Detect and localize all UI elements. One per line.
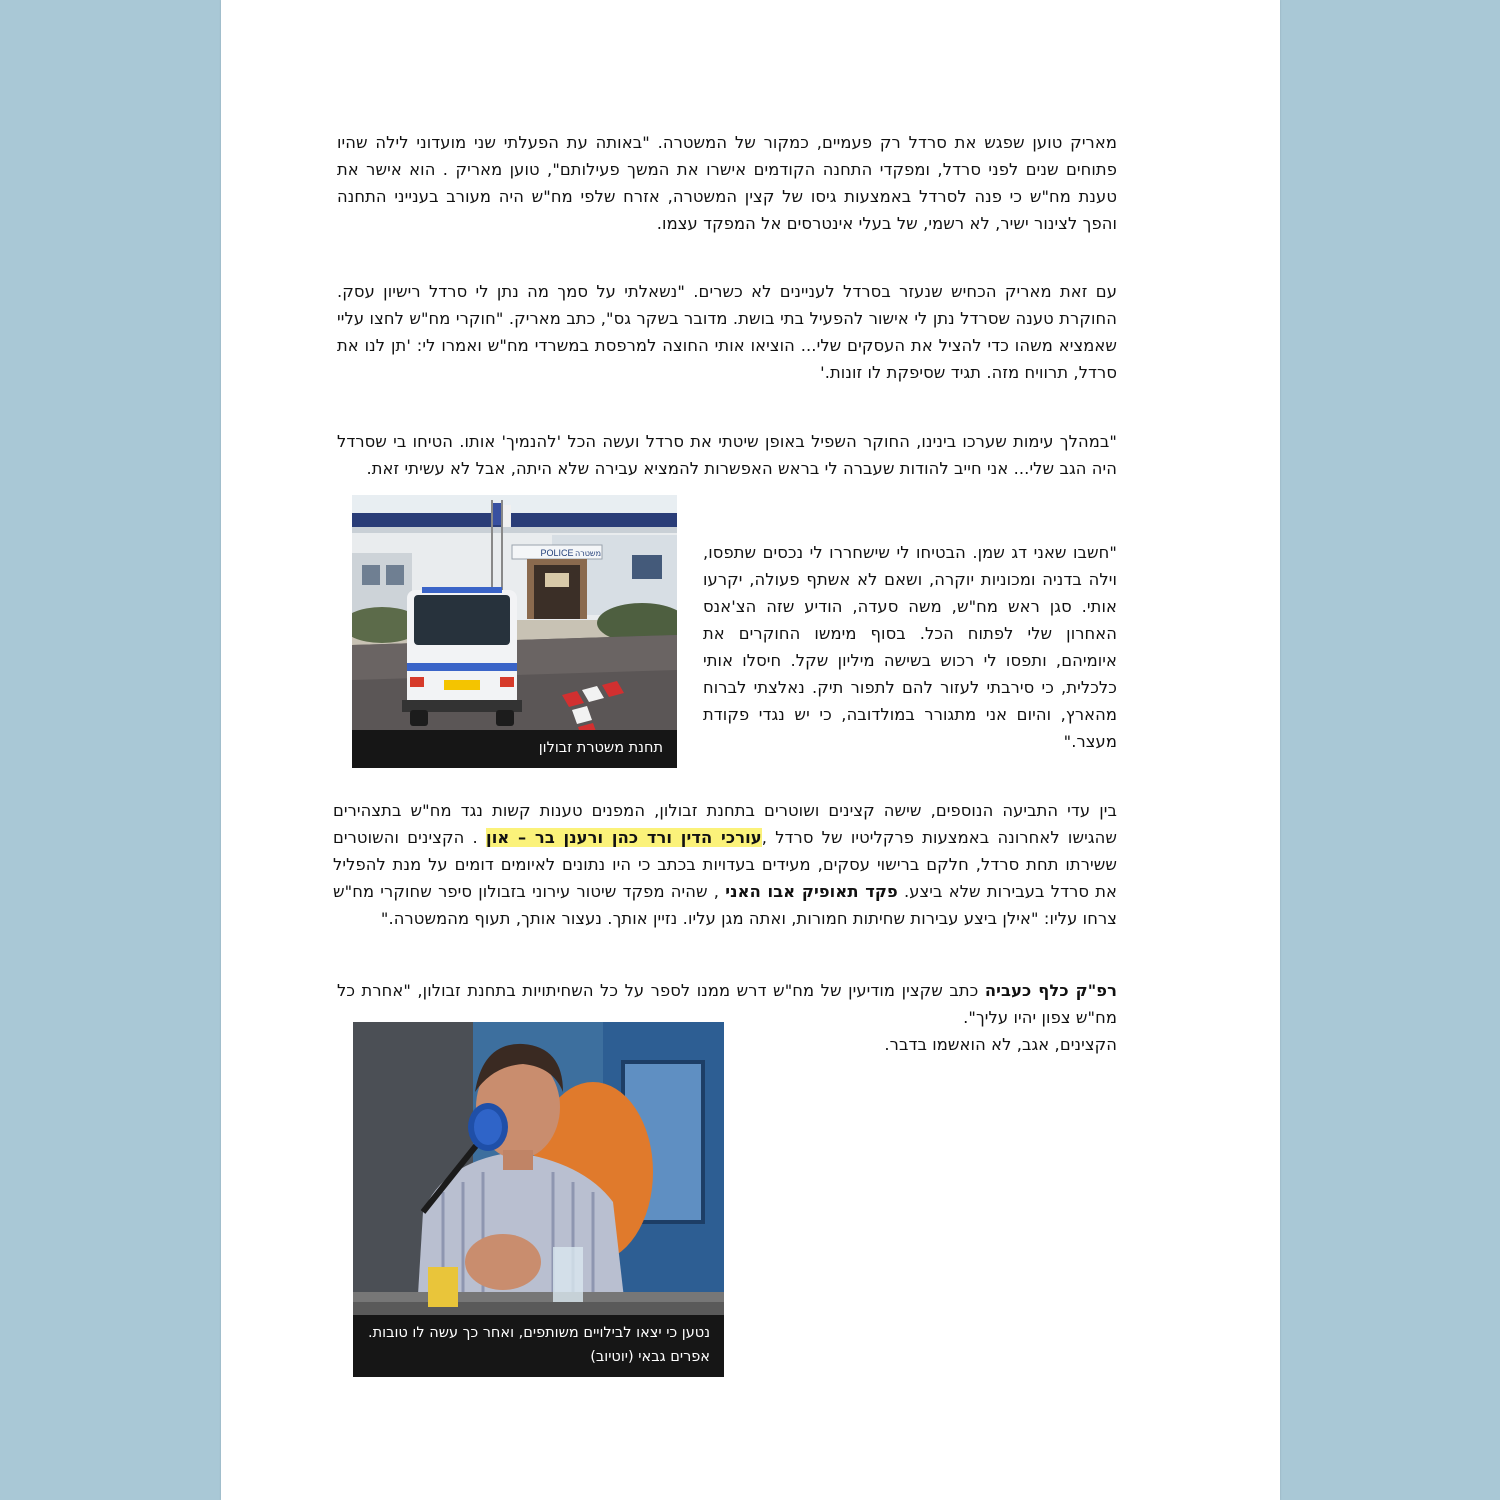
paragraph-1-text: מאריק טוען שפגש את סרדל רק פעמיים, כמקור של המשטרה. "באותה עת הפעלתי שני מועדוני לילה שהיו פתוחים שנים לפני סרדל, ומפקדי התחנה הקודמים אישרו את המשך פעילותם", טוען מאריק . הוא אישר את טענת מח"ש כי פנה לסרדל באמצעות גיסו של קצין המשטרה, אזרח שלפי מח"ש היה מעורב בענייני התחנה והפך לצינור ישיר, לא רשמי, של בעלי אינטרסים אל המפקד עצמו.	[337, 133, 1117, 233]
paragraph-5-text	[333, 797, 1117, 932]
document-page	[221, 0, 1280, 1500]
police-station-photo	[352, 495, 677, 768]
paragraph-6-body: כתב שקצין מודיעין של מח"ש דרש ממנו לספר על כל השחיתויות בתחנת זבולון, "אחרת כל מח"ש צפון יהיו עליך".	[337, 981, 1117, 1027]
paragraph-2	[337, 278, 1117, 386]
paragraph-4-text: "חשבו שאני דג שמן. הבטיחו לי שישחררו לי נכסים שתפסו, וילה בדניה ומכוניות יוקרה, ושאם לא אשתף פעולה, יקרעו אותי. סגן ראש מח"ש, משה סעדה, הודיע שזה הצ'אנס האחרון שלי לפתוח הכל. בסוף מימשו החוקרים את איומיהם, ותפסו לי רכוש בשישה מיליון שקל. חיסלו אותי כלכלית, כי סירבתי לעזור להם לתפור תיק. נאלצתי לברוח מהארץ, והיום אני מתגורר במולדובה, כי יש נגדי פקודת מעצר."	[703, 543, 1117, 751]
paragraph-1	[337, 129, 1117, 237]
police-station-image	[352, 495, 677, 768]
paragraph-2-text: עם זאת מאריק הכחיש שנעזר בסרדל לעניינים לא כשרים. "נשאלתי על סמך מה נתן לי סרדל רישיון עסק. החוקרת טענה שסרדל נתן לי אישור להפעיל בתי בושת. מדובר בשקר גס", כתב מאריק. "חוקרי מח"ש לחצו עליי שאמציא משהו כדי להציל את העסקים שלי... הוציאו אותי החוצה למרפסת במשרדי מח"ש ואמרו לי: 'תן לנו את סרדל, תרוויח מזה. תגיד שסיפקת לו זונות.'	[337, 282, 1117, 382]
photo2-caption: נטען כי יצאו לבילויים משותפים, ואחר כך עשה לו טובות. אפרים גבאי (יוטיוב)	[353, 1315, 724, 1377]
paragraph-5-quote: , שהיה מפקד שיטור עירוני בזבולון סיפר שחוקרי מח"ש צרחו עליו: "אילן ביצע עבירות שחיתות חמורות, ואתה מגן עליו. נזיין אותך. נעצור אותך, תעוף מהמשטרה."	[333, 882, 1117, 928]
police-van	[402, 587, 522, 726]
paragraph-6-closing: הקצינים, אגב, לא הואשמו בדבר.	[884, 1035, 1117, 1054]
paragraph-5-intro: בין עדי התביעה הנוספים, שישה קצינים ושוטרים בתחנת זבולון, המפנים טענות קשות נגד מח"ש בתצהירים שהגישו לאחרונה באמצעות פרקליטיו של סרדל ,	[333, 801, 1117, 847]
paragraph-4	[703, 539, 1117, 755]
paragraph-3	[337, 428, 1117, 482]
officer-name-2: רפ"ק כלף כעביה	[984, 981, 1117, 1000]
police-sign-hebrew: משטרה	[574, 549, 602, 558]
officer-name: פקד תאופיק אבו האני	[725, 882, 898, 901]
highlighted-lawyers: עורכי הדין ורד כהן ורענן בר – און	[486, 828, 762, 847]
paragraph-5	[333, 797, 1117, 932]
police-sign-text: POLICE	[540, 548, 574, 558]
paragraph-3-text: "במהלך עימות שערכו בינינו, החוקר השפיל באופן שיטתי את סרדל ועשה הכל 'להנמיך' אותו. הטיחו בי שסרדל היה הגב שלי... אני חייב להודות שעברה לי בראש האפשרות להמציא עבירה שלא היתה, אבל לא עשיתי זאת.	[337, 432, 1117, 478]
photo1-caption: תחנת משטרת זבולון	[352, 730, 677, 768]
paragraph-5-middle: . הקצינים והשוטרים ששירתו תחת סרדל, חלקם ברישוי עסקים, מעידים בעדויות בכתב כי היו נתונים לאיומים דומים על מנת להפליל את סרדל בעבירות שלא ביצע.	[333, 828, 1117, 901]
interview-photo	[353, 1022, 724, 1377]
